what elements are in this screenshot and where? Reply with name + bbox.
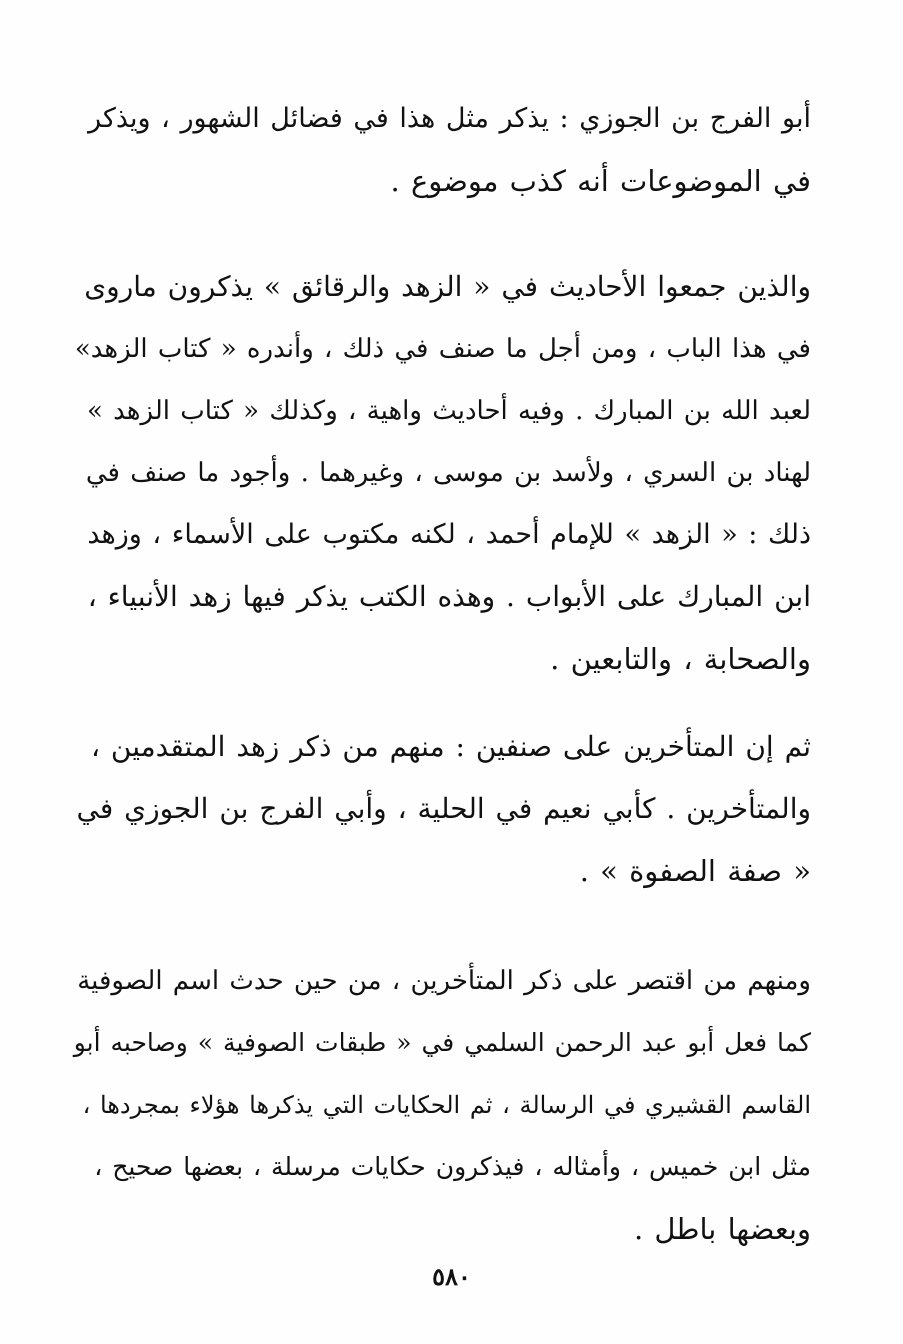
text-line: والذين جمعوا الأحاديث في « الزهد والرقائق » يذكرون ماروى xyxy=(84,270,811,303)
text-line: في هذا الباب ، ومن أجل ما صنف في ذلك ، وأندره « كتاب الزهد» xyxy=(74,334,811,364)
text-line: ذلك : « الزهد » للإمام أحمد ، لكنه مكتوب على الأسماء ، وزهد xyxy=(87,519,811,550)
paragraph-1 xyxy=(74,88,811,212)
text-line: وبعضها باطل . xyxy=(633,1212,811,1246)
text-line: ابن المبارك على الأبواب . وهذه الكتب يذكر فيها زهد الأنبياء ، xyxy=(87,580,811,613)
text-line: لعبد الله بن المبارك . وفيه أحاديث واهية ، وكذلك « كتاب الزهد » xyxy=(86,396,811,426)
text-line: ومنهم من اقتصر على ذكر المتأخرين ، من حين حدث اسم الصوفية xyxy=(77,966,811,996)
paragraph-2 xyxy=(74,256,811,690)
text-line: « صفة الصفوة » . xyxy=(579,854,811,888)
text-line: القاسم القشيري في الرسالة ، ثم الحكايات التي يذكرها هؤلاء بمجردها ، xyxy=(82,1091,811,1119)
text-line: في الموضوعات أنه كذب موضوع . xyxy=(390,164,811,198)
text-line: والمتأخرين . كأبي نعيم في الحلية ، وأبي الفرج بن الجوزي في xyxy=(76,792,811,825)
text-line: أبو الفرج بن الجوزي : يذكر مثل هذا في فضائل الشهور ، ويذكر xyxy=(88,103,811,134)
paragraph-4 xyxy=(74,950,811,1260)
text-line: ثم إن المتأخرين على صنفين : منهم من ذكر زهد المتقدمين ، xyxy=(90,730,811,763)
page-number: ٥٨٠ xyxy=(432,1262,471,1291)
text-line: لهناد بن السري ، ولأسد بن موسى ، وغيرهما . وأجود ما صنف في xyxy=(85,458,811,488)
text-line: والصحابة ، والتابعين . xyxy=(550,642,811,676)
text-line: كما فعل أبو عبد الرحمن السلمي في « طبقات الصوفية » وصاحبه أبو xyxy=(73,1028,811,1057)
text-line: مثل ابن خميس ، وأمثاله ، فيذكرون حكايات مرسلة ، بعضها صحيح ، xyxy=(94,1152,811,1181)
paragraph-3 xyxy=(74,716,811,902)
